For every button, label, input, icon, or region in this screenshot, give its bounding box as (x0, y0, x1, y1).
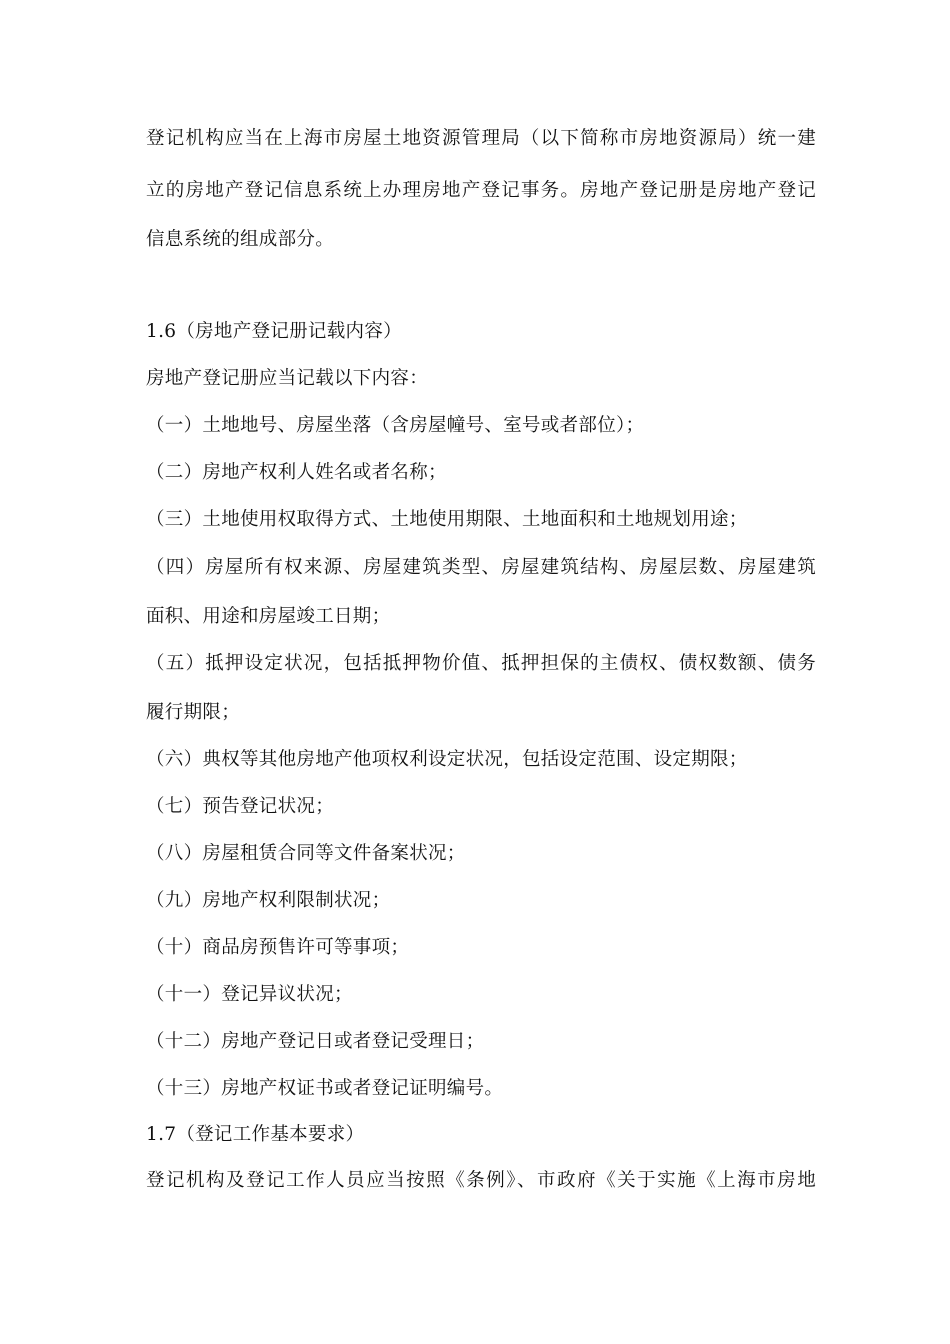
list-item-continuation: 面积、用途和房屋竣工日期； (146, 606, 391, 627)
list-item: （八）房屋租赁合同等文件备案状况； (146, 843, 466, 864)
section-1-6-lead: 房地产登记册应当记载以下内容： (146, 368, 429, 389)
list-item: （十三）房地产权证书或者登记证明编号。 (146, 1078, 504, 1099)
list-item: （六）典权等其他房地产他项权利设定状况，包括设定范围、设定期限； (146, 749, 748, 770)
section-1-6-heading: 1.6（房地产登记册记载内容） (146, 321, 402, 342)
list-item: （十）商品房预售许可等事项； (146, 937, 410, 958)
intro-line-1: 登记机构应当在上海市房屋土地资源管理局（以下简称市房地资源局）统一建 (146, 128, 816, 149)
list-item: （二）房地产权利人姓名或者名称； (146, 462, 447, 483)
intro-line-2: 立的房地产登记信息系统上办理房地产登记事务。房地产登记册是房地产登记 (146, 180, 816, 201)
intro-line-3: 信息系统的组成部分。 (146, 229, 335, 250)
list-item: （十一）登记异议状况； (146, 984, 353, 1005)
list-item-continuation: 履行期限； (146, 702, 241, 723)
list-item: （五）抵押设定状况，包括抵押物价值、抵押担保的主债权、债权数额、债务 (146, 653, 816, 674)
list-item: （九）房地产权利限制状况； (146, 890, 391, 911)
list-item: （十二）房地产登记日或者登记受理日； (146, 1031, 485, 1052)
list-item: （四）房屋所有权来源、房屋建筑类型、房屋建筑结构、房屋层数、房屋建筑 (146, 557, 816, 578)
list-item: （七）预告登记状况； (146, 796, 335, 817)
section-1-7-line-1: 登记机构及登记工作人员应当按照《条例》、市政府《关于实施《上海市房地 (146, 1170, 816, 1191)
list-item: （一）土地地号、房屋坐落（含房屋幢号、室号或者部位）； (146, 415, 645, 436)
list-item: （三）土地使用权取得方式、土地使用期限、土地面积和土地规划用途； (146, 509, 748, 530)
section-1-7-heading: 1.7（登记工作基本要求） (146, 1124, 365, 1145)
